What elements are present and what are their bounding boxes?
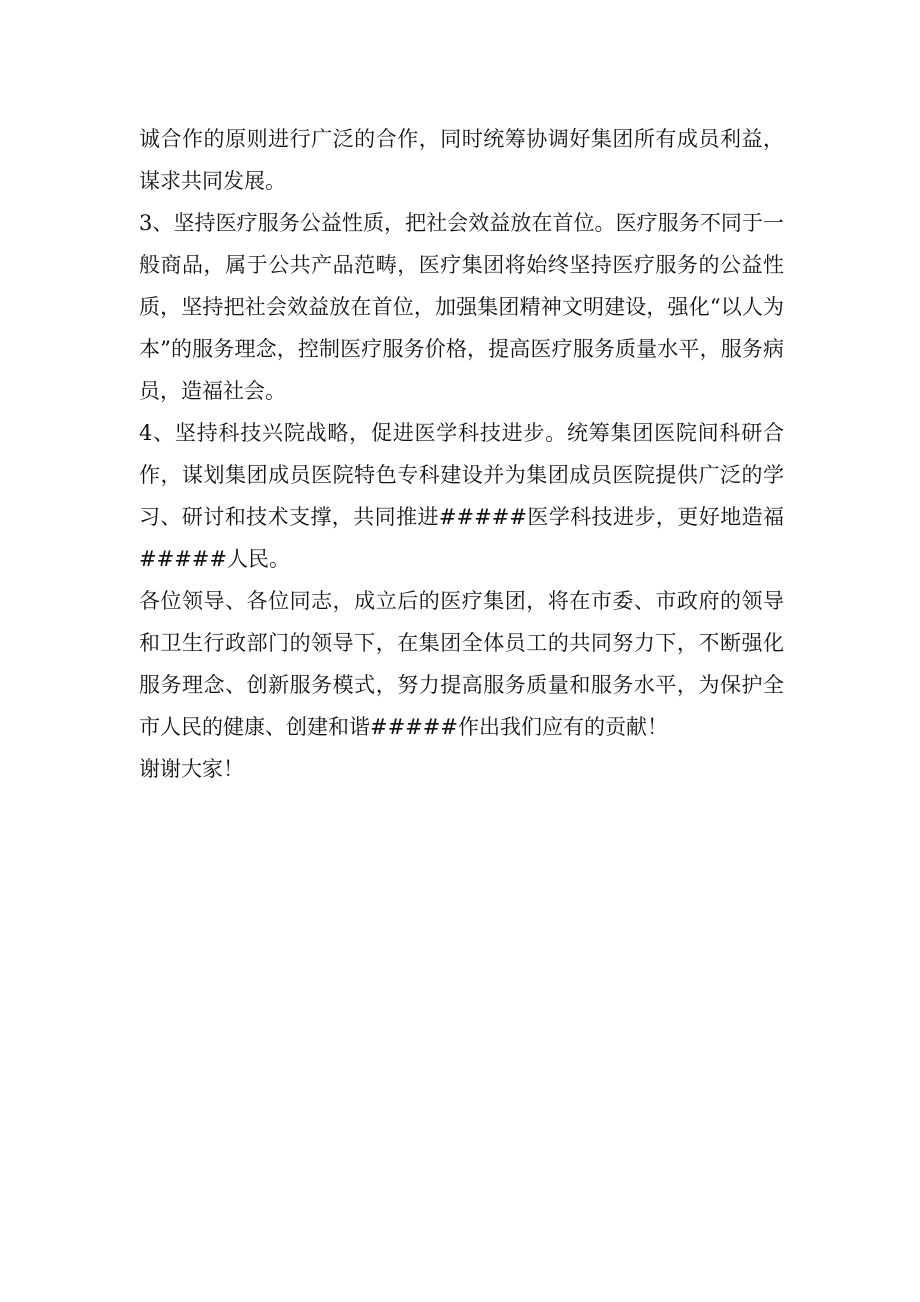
paragraph-cooperation-continued: 诚合作的原则进行广泛的合作，同时统筹协调好集团所有成员利益，谋求共同发展。 <box>139 127 784 193</box>
paragraph-closing-remarks: 各位领导、各位同志，成立后的医疗集团，将在市委、市政府的领导和卫生行政部门的领导下，在集团全体员工的共同努力下，不断强化服务理念、创新服务模式，努力提高服务质量和服务水平，为保护全市人民的健康、创建和谐#####作出我们应有的贡献！ <box>139 589 784 739</box>
paragraph-point-4-technology: 4、坚持科技兴院战略，促进医学科技进步。统筹集团医院间科研合作，谋划集团成员医院特色专科建设并为集团成员医院提供广泛的学习、研讨和技术支撑，共同推进#####医学科技进步，更好地造福#####人民。 <box>139 421 784 571</box>
paragraph-point-3-public-welfare: 3、坚持医疗服务公益性质，把社会效益放在首位。医疗服务不同于一般商品，属于公共产品范畴，医疗集团将始终坚持医疗服务的公益性质，坚持把社会效益放在首位，加强集团精神文明建设，强化“以人为本”的服务理念，控制医疗服务价格，提高医疗服务质量水平，服务病员，造福社会。 <box>139 211 784 403</box>
document-body <box>139 118 784 790</box>
paragraph-thanks: 谢谢大家！ <box>139 757 244 781</box>
